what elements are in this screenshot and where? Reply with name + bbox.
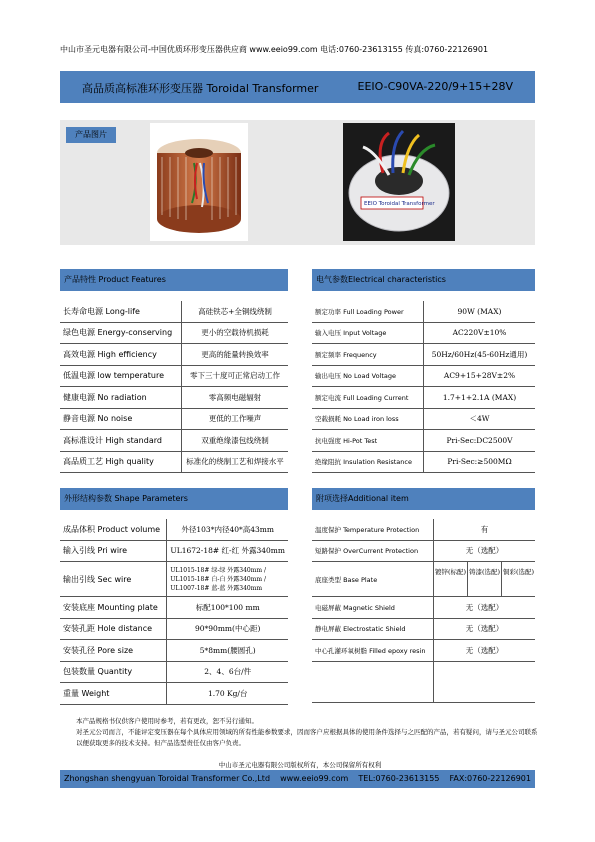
row-label: 安装孔距 Hole distance bbox=[60, 618, 167, 640]
shape-table bbox=[60, 519, 288, 705]
row-label: 额定电流 Full Loading Current bbox=[312, 387, 424, 409]
row-label: 健康电源 No radiation bbox=[60, 387, 182, 409]
title-bar bbox=[60, 71, 535, 103]
row-value: 高硅铁芯+全铜线绕制 bbox=[182, 301, 289, 322]
row-value: 1.7+1+2.1A (MAX) bbox=[424, 387, 536, 409]
row-label: 额定功率 Full Loading Power bbox=[312, 301, 424, 322]
table-row bbox=[312, 408, 535, 430]
row-label: 输出电压 No Load Voltage bbox=[312, 365, 424, 387]
row-label: 绝缘阻抗 Insulation Resistance bbox=[312, 451, 424, 473]
row-label: 低温电源 low temperature bbox=[60, 365, 182, 387]
row-value: ＜4W bbox=[424, 408, 536, 430]
brand-label-text: EEIO Toroidal Transformer bbox=[364, 201, 435, 207]
features-table bbox=[60, 301, 288, 473]
table-row bbox=[312, 344, 535, 366]
row-label: 短路保护 OverCurrent Protection bbox=[312, 540, 434, 562]
row-value: 外径103*内径40*高43mm bbox=[167, 519, 288, 540]
row-label: 底座类型 Base Plate bbox=[312, 562, 434, 597]
row-value: 90*90mm(中心距) bbox=[167, 618, 288, 640]
row-label: 高品质工艺 High quality bbox=[60, 451, 182, 473]
transformer-photo-side bbox=[150, 123, 248, 241]
row-label: 长寿命电源 Long-life bbox=[60, 301, 182, 322]
table-row bbox=[60, 365, 288, 387]
shape-heading: 外形结构参数 Shape Parameters bbox=[60, 488, 288, 510]
table-row bbox=[60, 597, 288, 619]
row-value: 标准化的绕制工艺和焊接水平 bbox=[182, 451, 289, 473]
row-value: 零高频电磁辐射 bbox=[182, 387, 289, 409]
row-label: 绿色电源 Energy-conserving bbox=[60, 322, 182, 344]
disclaimer-notes bbox=[60, 716, 540, 749]
row-value: 90W (MAX) bbox=[424, 301, 536, 322]
table-row bbox=[312, 597, 535, 619]
table-row bbox=[312, 301, 535, 322]
table-row bbox=[312, 661, 535, 702]
row-value: Pri-Sec:DC2500V bbox=[424, 430, 536, 452]
base-plate-options bbox=[434, 562, 536, 597]
row-label: 抗电强度 Hi-Pot Test bbox=[312, 430, 424, 452]
row-label: 成品体积 Product volume bbox=[60, 519, 167, 540]
table-row bbox=[60, 430, 288, 452]
table-row bbox=[312, 451, 535, 473]
row-value: UL1672-18# 红-红 外露340mm bbox=[167, 540, 288, 562]
row-label: 空载损耗 No Load iron loss bbox=[312, 408, 424, 430]
table-row bbox=[312, 618, 535, 640]
row-label: 高效电源 High efficiency bbox=[60, 344, 182, 366]
row-label: 静音电源 No noise bbox=[60, 408, 182, 430]
row-label: 安装底座 Mounting plate bbox=[60, 597, 167, 619]
table-row bbox=[312, 519, 535, 540]
footer-tel: TEL:0760-23613155 bbox=[358, 774, 440, 783]
copyright-line: 中山市圣元电器有限公司版权所有，本公司保留所有权利 bbox=[218, 761, 382, 769]
base-plate-option: 镀锌(标配) bbox=[434, 568, 467, 576]
row-label: 安装孔径 Pore size bbox=[60, 640, 167, 662]
table-row bbox=[60, 661, 288, 683]
row-value: UL1015-18# 绿-绿 外露340mm / UL1015-18# 白-白 外露340mm / UL1007-18# 蓝-蓝 外露340mm bbox=[167, 562, 288, 597]
table-row bbox=[60, 519, 288, 540]
row-value: 更高的能量转换效率 bbox=[182, 344, 289, 366]
table-row bbox=[60, 562, 288, 597]
row-value: 零下三十度可正常启动工作 bbox=[182, 365, 289, 387]
footer-company: Zhongshan shengyuan Toroidal Transformer Co.,Ltd bbox=[64, 774, 271, 783]
table-row bbox=[60, 408, 288, 430]
row-value: 无（选配） bbox=[434, 618, 536, 640]
features-heading: 产品特性 Product Features bbox=[60, 269, 288, 291]
table-row bbox=[60, 618, 288, 640]
product-photo-label: 产品图片 bbox=[66, 127, 116, 143]
row-label: 中心孔灌环氧树脂 Filled epoxy resin bbox=[312, 640, 434, 662]
row-value: 有 bbox=[434, 519, 536, 540]
row-value: 无（选配） bbox=[434, 640, 536, 662]
empty-cell bbox=[312, 661, 434, 702]
row-value: 1.70 Kg/台 bbox=[167, 683, 288, 705]
product-model: EEIO-C90VA-220/9+15+28V bbox=[357, 80, 513, 93]
base-plate-option: 铜彩(选配) bbox=[501, 562, 535, 596]
table-row bbox=[60, 322, 288, 344]
empty-cell bbox=[434, 661, 536, 702]
row-value: 无（选配） bbox=[434, 540, 536, 562]
row-label: 包装数量 Quantity bbox=[60, 661, 167, 683]
row-label: 额定频率 Frequency bbox=[312, 344, 424, 366]
row-value: AC220V±10% bbox=[424, 322, 536, 344]
row-label: 输出引线 Sec wire bbox=[60, 562, 167, 597]
row-value: 更低的工作噪声 bbox=[182, 408, 289, 430]
footer-fax: FAX:0760-22126901 bbox=[449, 774, 531, 783]
company-contact-line: 中山市圣元电器有限公司-中国优质环形变压器供应商 www.eeio99.com 电话:0760-23613155 传真:0760-22126901 bbox=[60, 45, 489, 54]
electrical-table bbox=[312, 301, 535, 473]
disclaimer-note-2: 对圣元公司而言，不能评定变压器在每个具体应用领域的所有性能参数要求，因而客户应根据具体的使用条件选择与之匹配的产品，若有疑问，请与圣元公司联系以便获取更多的技术支持。但产品选型责任仅由客户负责。 bbox=[76, 728, 538, 747]
table-row bbox=[312, 540, 535, 562]
table-row bbox=[60, 344, 288, 366]
row-label: 静电屏蔽 Electrostatic Shield bbox=[312, 618, 434, 640]
table-row bbox=[60, 683, 288, 705]
row-label: 温度保护 Temperature Protection bbox=[312, 519, 434, 540]
row-label: 电磁屏蔽 Magnetic Shield bbox=[312, 597, 434, 619]
table-row bbox=[312, 365, 535, 387]
row-value: 双重绝缘漆包线绕制 bbox=[182, 430, 289, 452]
table-row bbox=[312, 430, 535, 452]
disclaimer-note-1: 本产品规格书仅供客户使用时参考，若有更改，恕不另行通知。 bbox=[76, 717, 258, 725]
row-value: 2、4、6台/件 bbox=[167, 661, 288, 683]
table-row bbox=[60, 451, 288, 473]
row-label: 高标准设计 High standard bbox=[60, 430, 182, 452]
row-value: 标配100*100 mm bbox=[167, 597, 288, 619]
row-value: Pri-Sec:≥500MΩ bbox=[424, 451, 536, 473]
row-value: 5*8mm(腰圆孔) bbox=[167, 640, 288, 662]
additional-heading: 附项选择Additional item bbox=[312, 488, 535, 510]
table-row bbox=[312, 640, 535, 662]
row-label: 重量 Weight bbox=[60, 683, 167, 705]
table-row bbox=[60, 387, 288, 409]
transformer-photo-top bbox=[343, 123, 455, 241]
base-plate-option: 铸漆(选配) bbox=[467, 562, 501, 596]
footer-website[interactable]: www.eeio99.com bbox=[280, 774, 349, 783]
product-title: 高品质高标准环形变压器 Toroidal Transformer bbox=[82, 82, 319, 95]
product-photo-area bbox=[60, 120, 535, 245]
electrical-heading: 电气参数Electrical characteristics bbox=[312, 269, 535, 291]
table-row bbox=[60, 540, 288, 562]
footer-bar bbox=[60, 770, 535, 788]
row-value: 更小的空载待机损耗 bbox=[182, 322, 289, 344]
row-label: 输入电压 Input Voltage bbox=[312, 322, 424, 344]
table-row bbox=[60, 301, 288, 322]
row-value: AC9+15+28V±2% bbox=[424, 365, 536, 387]
row-value: 50Hz/60Hz(45-60Hz通用) bbox=[424, 344, 536, 366]
additional-table bbox=[312, 519, 535, 703]
table-row bbox=[312, 387, 535, 409]
table-row bbox=[312, 322, 535, 344]
row-label: 输入引线 Pri wire bbox=[60, 540, 167, 562]
table-row bbox=[60, 640, 288, 662]
table-row bbox=[312, 562, 535, 597]
row-value: 无（选配） bbox=[434, 597, 536, 619]
